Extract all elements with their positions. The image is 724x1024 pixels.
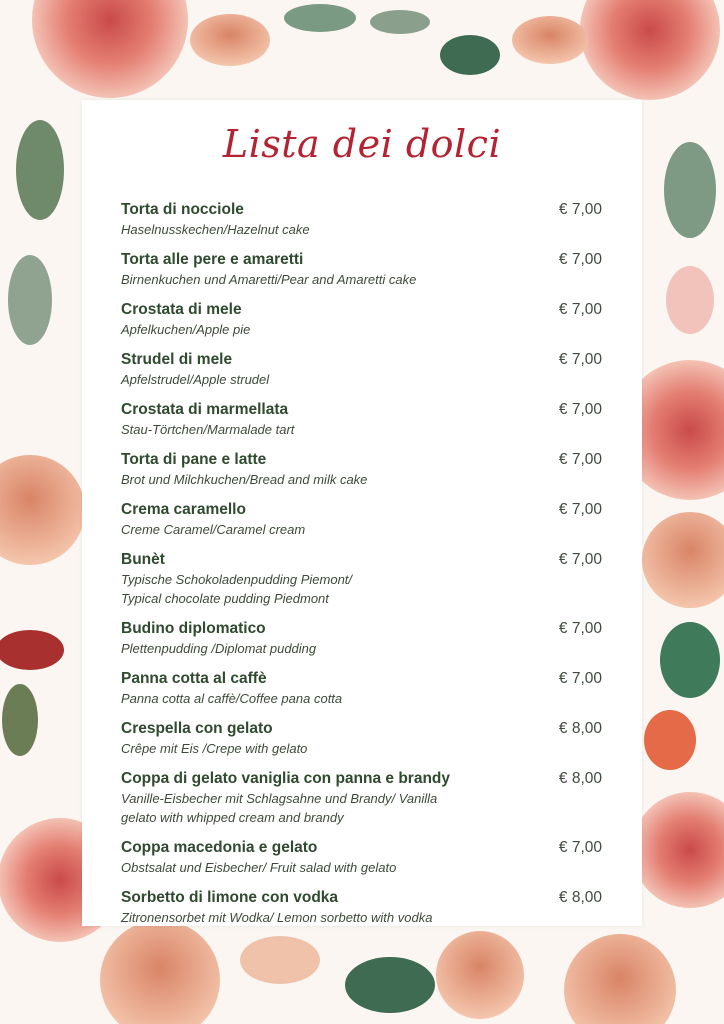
item-name: Panna cotta al caffè <box>121 670 267 687</box>
item-price: € 7,00 <box>558 670 602 687</box>
item-price: € 7,00 <box>558 401 602 418</box>
item-name: Bunèt <box>121 551 165 568</box>
item-description: Typische Schokoladenpudding Piemont/ Typical chocolate pudding Piedmont <box>121 572 353 606</box>
item-name: Torta di nocciole <box>121 201 244 218</box>
item-description: Birnenkuchen und Amaretti/Pear and Amaretti cake <box>121 272 417 287</box>
menu-item <box>121 838 602 877</box>
menu-item <box>121 669 602 708</box>
item-price: € 7,00 <box>558 251 602 268</box>
menu-item <box>121 550 602 608</box>
item-name: Sorbetto di limone con vodka <box>121 889 339 906</box>
item-price: € 7,00 <box>558 201 602 218</box>
item-price: € 7,00 <box>558 620 602 637</box>
item-price: € 7,00 <box>558 551 602 568</box>
menu-item <box>121 619 602 658</box>
menu-item <box>121 769 602 827</box>
menu-item <box>121 500 602 539</box>
item-description: Creme Caramel/Caramel cream <box>121 522 306 537</box>
item-name: Coppa di gelato vaniglia con panna e brandy <box>121 770 450 787</box>
item-description: Haselnusskechen/Hazelnut cake <box>121 222 310 237</box>
menu-item <box>121 450 602 489</box>
item-description: Brot und Milchkuchen/Bread and milk cake <box>121 472 368 487</box>
menu-card <box>82 100 642 926</box>
item-price: € 7,00 <box>558 301 602 318</box>
menu-item <box>121 400 602 439</box>
item-price: € 7,00 <box>558 501 602 518</box>
menu-item <box>121 888 602 927</box>
menu-title: Lista dei dolci <box>222 122 502 166</box>
item-description: Vanille-Eisbecher mit Schlagsahne und Brandy/ Vanilla gelato with whipped cream and brandy <box>121 791 438 825</box>
dessert-list <box>121 200 602 938</box>
item-description: Zitronensorbet mit Wodka/ Lemon sorbetto with vodka <box>121 910 433 925</box>
item-price: € 8,00 <box>558 720 602 737</box>
menu-item <box>121 250 602 289</box>
item-price: € 7,00 <box>558 839 602 856</box>
item-price: € 8,00 <box>558 770 602 787</box>
item-description: Obstsalat und Eisbecher/ Fruit salad with gelato <box>121 860 397 875</box>
item-name: Budino diplomatico <box>121 620 266 637</box>
item-name: Crema caramello <box>121 501 246 518</box>
item-price: € 8,00 <box>558 889 602 906</box>
item-description: Plettenpudding /Diplomat pudding <box>121 641 317 656</box>
item-price: € 7,00 <box>558 351 602 368</box>
menu-item <box>121 350 602 389</box>
menu-item <box>121 300 602 339</box>
item-description: Apfelstrudel/Apple strudel <box>121 372 270 387</box>
item-name: Torta alle pere e amaretti <box>121 251 304 268</box>
item-name: Strudel di mele <box>121 351 233 368</box>
item-name: Torta di pane e latte <box>121 451 267 468</box>
item-description: Crêpe mit Eis /Crepe with gelato <box>121 741 308 756</box>
item-description: Stau-Törtchen/Marmalade tart <box>121 422 295 437</box>
item-name: Crostata di mele <box>121 301 242 318</box>
item-name: Crostata di marmellata <box>121 401 289 418</box>
item-name: Crespella con gelato <box>121 720 273 737</box>
item-description: Apfelkuchen/Apple pie <box>121 322 251 337</box>
item-price: € 7,00 <box>558 451 602 468</box>
menu-item <box>121 200 602 239</box>
item-description: Panna cotta al caffè/Coffee pana cotta <box>121 691 343 706</box>
menu-item <box>121 719 602 758</box>
item-name: Coppa macedonia e gelato <box>121 839 318 856</box>
